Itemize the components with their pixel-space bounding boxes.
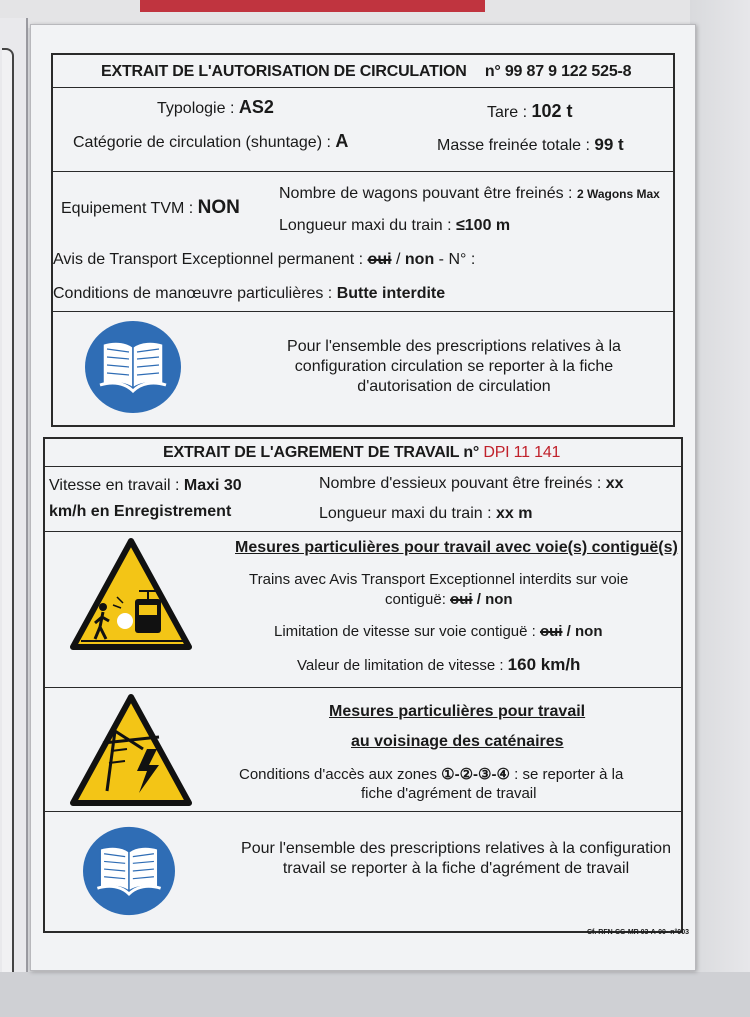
catenaire-title-1: Mesures particulières pour travail — [329, 703, 586, 720]
conditions-manoeuvre: Conditions de manœuvre particulières : Butte interdite — [53, 285, 446, 302]
travail-title: EXTRAIT DE L'AGREMENT DE TRAVAIL n° DPI 11 141 — [163, 444, 561, 461]
red-strip — [140, 0, 485, 12]
book-icon — [83, 319, 183, 415]
voie-contigue-title: Mesures particulières pour travail avec voie(s) contiguë(s) — [235, 539, 678, 556]
adjacent-panel — [0, 18, 28, 978]
conditions-acces-zones-suite: fiche d'agrément de travail — [361, 785, 537, 802]
vitesse-travail-suite: km/h en Enregistrement — [49, 503, 232, 520]
vitesse-travail: Vitesse en travail : Maxi 30 — [49, 477, 242, 494]
equipement-tvm: Equipement TVM : NON — [61, 197, 240, 218]
categorie: Catégorie de circulation (shuntage) : A — [73, 131, 349, 151]
background-wall-bottom — [0, 972, 750, 1017]
book-icon — [81, 825, 177, 917]
electrical-hazard-icon — [67, 691, 195, 809]
catenaire-title-2: au voisinage des caténaires — [351, 733, 564, 750]
valeur-limitation: Valeur de limitation de vitesse : 160 km/h — [297, 655, 581, 674]
circulation-title: EXTRAIT DE L'AUTORISATION DE CIRCULATION n° 99 87 9 122 525-8 — [101, 63, 632, 80]
travail-number: DPI 11 141 — [483, 444, 561, 461]
masse-freinee: Masse freinée totale : 99 t — [437, 135, 624, 154]
train-warning-icon — [67, 535, 195, 653]
travail-section — [43, 437, 683, 933]
typologie: Typologie : AS2 — [157, 97, 274, 117]
voie-contigue-line2: contiguë: oui / non — [385, 591, 513, 608]
longueur-maxi-travail: Longueur maxi du train : xx m — [319, 505, 533, 522]
tare: Tare : 102 t — [487, 101, 573, 121]
footer-reference: Cf. RFN-CG-MR 03-A-00- n°003 — [587, 929, 689, 936]
limitation-vitesse: Limitation de vitesse sur voie contiguë : oui / non — [274, 623, 603, 640]
circulation-reference-text: Pour l'ensemble des prescriptions relatives à la configuration circulation se reporter à la fiche d'autorisation de circulation — [287, 338, 621, 395]
background-wall-right — [690, 0, 750, 1017]
nombre-essieux: Nombre d'essieux pouvant être freinés : xx — [319, 475, 624, 492]
voie-contigue-line1: Trains avec Avis Transport Exceptionnel interdits sur voie — [249, 571, 629, 588]
conditions-acces-zones: Conditions d'accès aux zones ①-②-③-④ : se reporter à la — [239, 766, 624, 783]
avis-transport-exceptionnel: Avis de Transport Exceptionnel permanent : oui / non - N° : — [53, 251, 476, 268]
circulation-section — [51, 53, 675, 427]
travail-reference-text: Pour l'ensemble des prescriptions relatives à la configuration travail se reporter à la fiche d'agrément de travail — [241, 840, 671, 877]
nombre-wagons: Nombre de wagons pouvant être freinés : 2 Wagons Max — [279, 185, 660, 202]
information-sheet — [30, 24, 696, 971]
circulation-number: n° 99 87 9 122 525-8 — [484, 63, 632, 80]
longueur-maxi: Longueur maxi du train : ≤100 m — [279, 217, 511, 234]
